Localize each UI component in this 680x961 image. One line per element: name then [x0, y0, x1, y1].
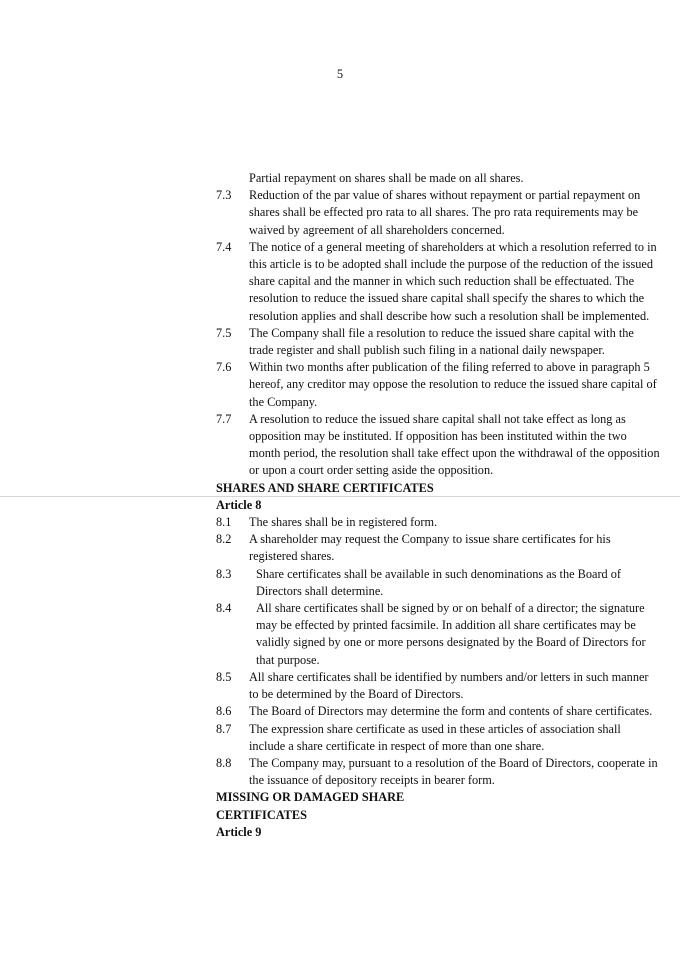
paragraph-text: All share certificates shall be signed by or on behalf of a director; the signature may be effected by printed facsimile. In addition all share certificates may be validly signed by one or more persons designated by the Board of Directors for that purpose. — [256, 601, 646, 667]
paragraph-text: The Company may, pursuant to a resolution of the Board of Directors, cooperate in the issuance of depository receipts in bearer form. — [249, 755, 658, 788]
paragraph-7-3 — [216, 187, 660, 239]
paragraph-number: 7.3 — [216, 188, 232, 203]
paragraph-number: 8.2 — [216, 532, 232, 547]
paragraph-8-6 — [216, 703, 660, 720]
paragraph-text: The notice of a general meeting of shareholders at which a resolution referred to in this article is to be adopted shall include the purpose of the reduction of the issued share capital and the manner in which such reduction shall be effectuated. The resolution to reduce the issued share capital shall specify the shares to which the resolution applies and shall describe how such a resolution shall be implemented. — [249, 239, 657, 323]
paragraph-text: The Company shall file a resolution to reduce the issued share capital with the trade register and shall publish such filing in a national daily newspaper. — [249, 325, 634, 358]
paragraph-number: 8.4 — [216, 601, 232, 616]
paragraph-8-4 — [216, 600, 660, 669]
paragraph-8-3 — [216, 566, 660, 600]
article-8-title: Article 8 — [216, 497, 262, 512]
paragraph-number: 8.5 — [216, 669, 232, 684]
section-heading-missing-line-2: CERTIFICATES — [216, 807, 307, 822]
paragraph-7-7 — [216, 411, 660, 480]
paragraph-text: All share certificates shall be identified by numbers and/or letters in such manner to be determined by the Board of Directors. — [249, 669, 649, 702]
paragraph-8-7 — [216, 721, 660, 755]
paragraph-text: The expression share certificate as used in these articles of association shall include a share certificate in respect of more than one share. — [249, 721, 621, 753]
paragraph-7-6 — [216, 359, 660, 411]
paragraph-text: A shareholder may request the Company to issue share certificates for his registered shares. — [249, 532, 611, 564]
paragraph-number: 8.7 — [216, 721, 232, 736]
paragraph-8-8 — [216, 755, 660, 789]
paragraph-7-4 — [216, 239, 660, 325]
paragraph-text: Within two months after publication of the filing referred to above in paragraph 5 hereof, any creditor may oppose the resolution to reduce the issued share capital of the Company. — [249, 360, 657, 409]
paragraph-text: Share certificates shall be available in such denominations as the Board of Directors shall determine. — [256, 566, 622, 598]
paragraph-8-1 — [216, 514, 660, 531]
paragraph-number: 8.8 — [216, 755, 232, 770]
page-number: 5 — [336, 67, 344, 81]
paragraph-text: A resolution to reduce the issued share capital shall not take effect as long as opposition may be instituted. If opposition has been instituted within the two month period, the resolution shall take effect upon the withdrawal of the opposition or upon a court order setting aside the opposition. — [249, 411, 660, 478]
paragraph-8-2 — [216, 531, 660, 565]
paragraph-8-5 — [216, 669, 660, 703]
paragraph-text: The Board of Directors may determine the form and contents of share certificates. — [249, 704, 653, 719]
paragraph-number: 8.3 — [216, 566, 232, 581]
paragraph-number: 7.6 — [216, 360, 232, 375]
paragraph-number: 7.5 — [216, 325, 232, 340]
paragraph-text: Reduction of the par value of shares without repayment or partial repayment on shares shall be effected pro rata to all shares. The pro rata requirements may be waived by agreement of all shareholders concerned. — [249, 188, 641, 237]
paragraph-number: 8.6 — [216, 704, 232, 719]
section-heading-missing-line-1: MISSING OR DAMAGED SHARE — [216, 790, 405, 805]
paragraph-number: 8.1 — [216, 515, 232, 530]
document-body — [216, 170, 660, 841]
paragraph-number: 7.7 — [216, 411, 232, 426]
paragraph-text: The shares shall be in registered form. — [249, 515, 438, 530]
section-heading-shares: SHARES AND SHARE CERTIFICATES — [216, 480, 434, 495]
paragraph-7-5 — [216, 325, 660, 359]
article-9-title: Article 9 — [216, 824, 262, 839]
continuation-paragraph: Partial repayment on shares shall be made on all shares. — [249, 171, 524, 185]
paragraph-number: 7.4 — [216, 239, 232, 254]
